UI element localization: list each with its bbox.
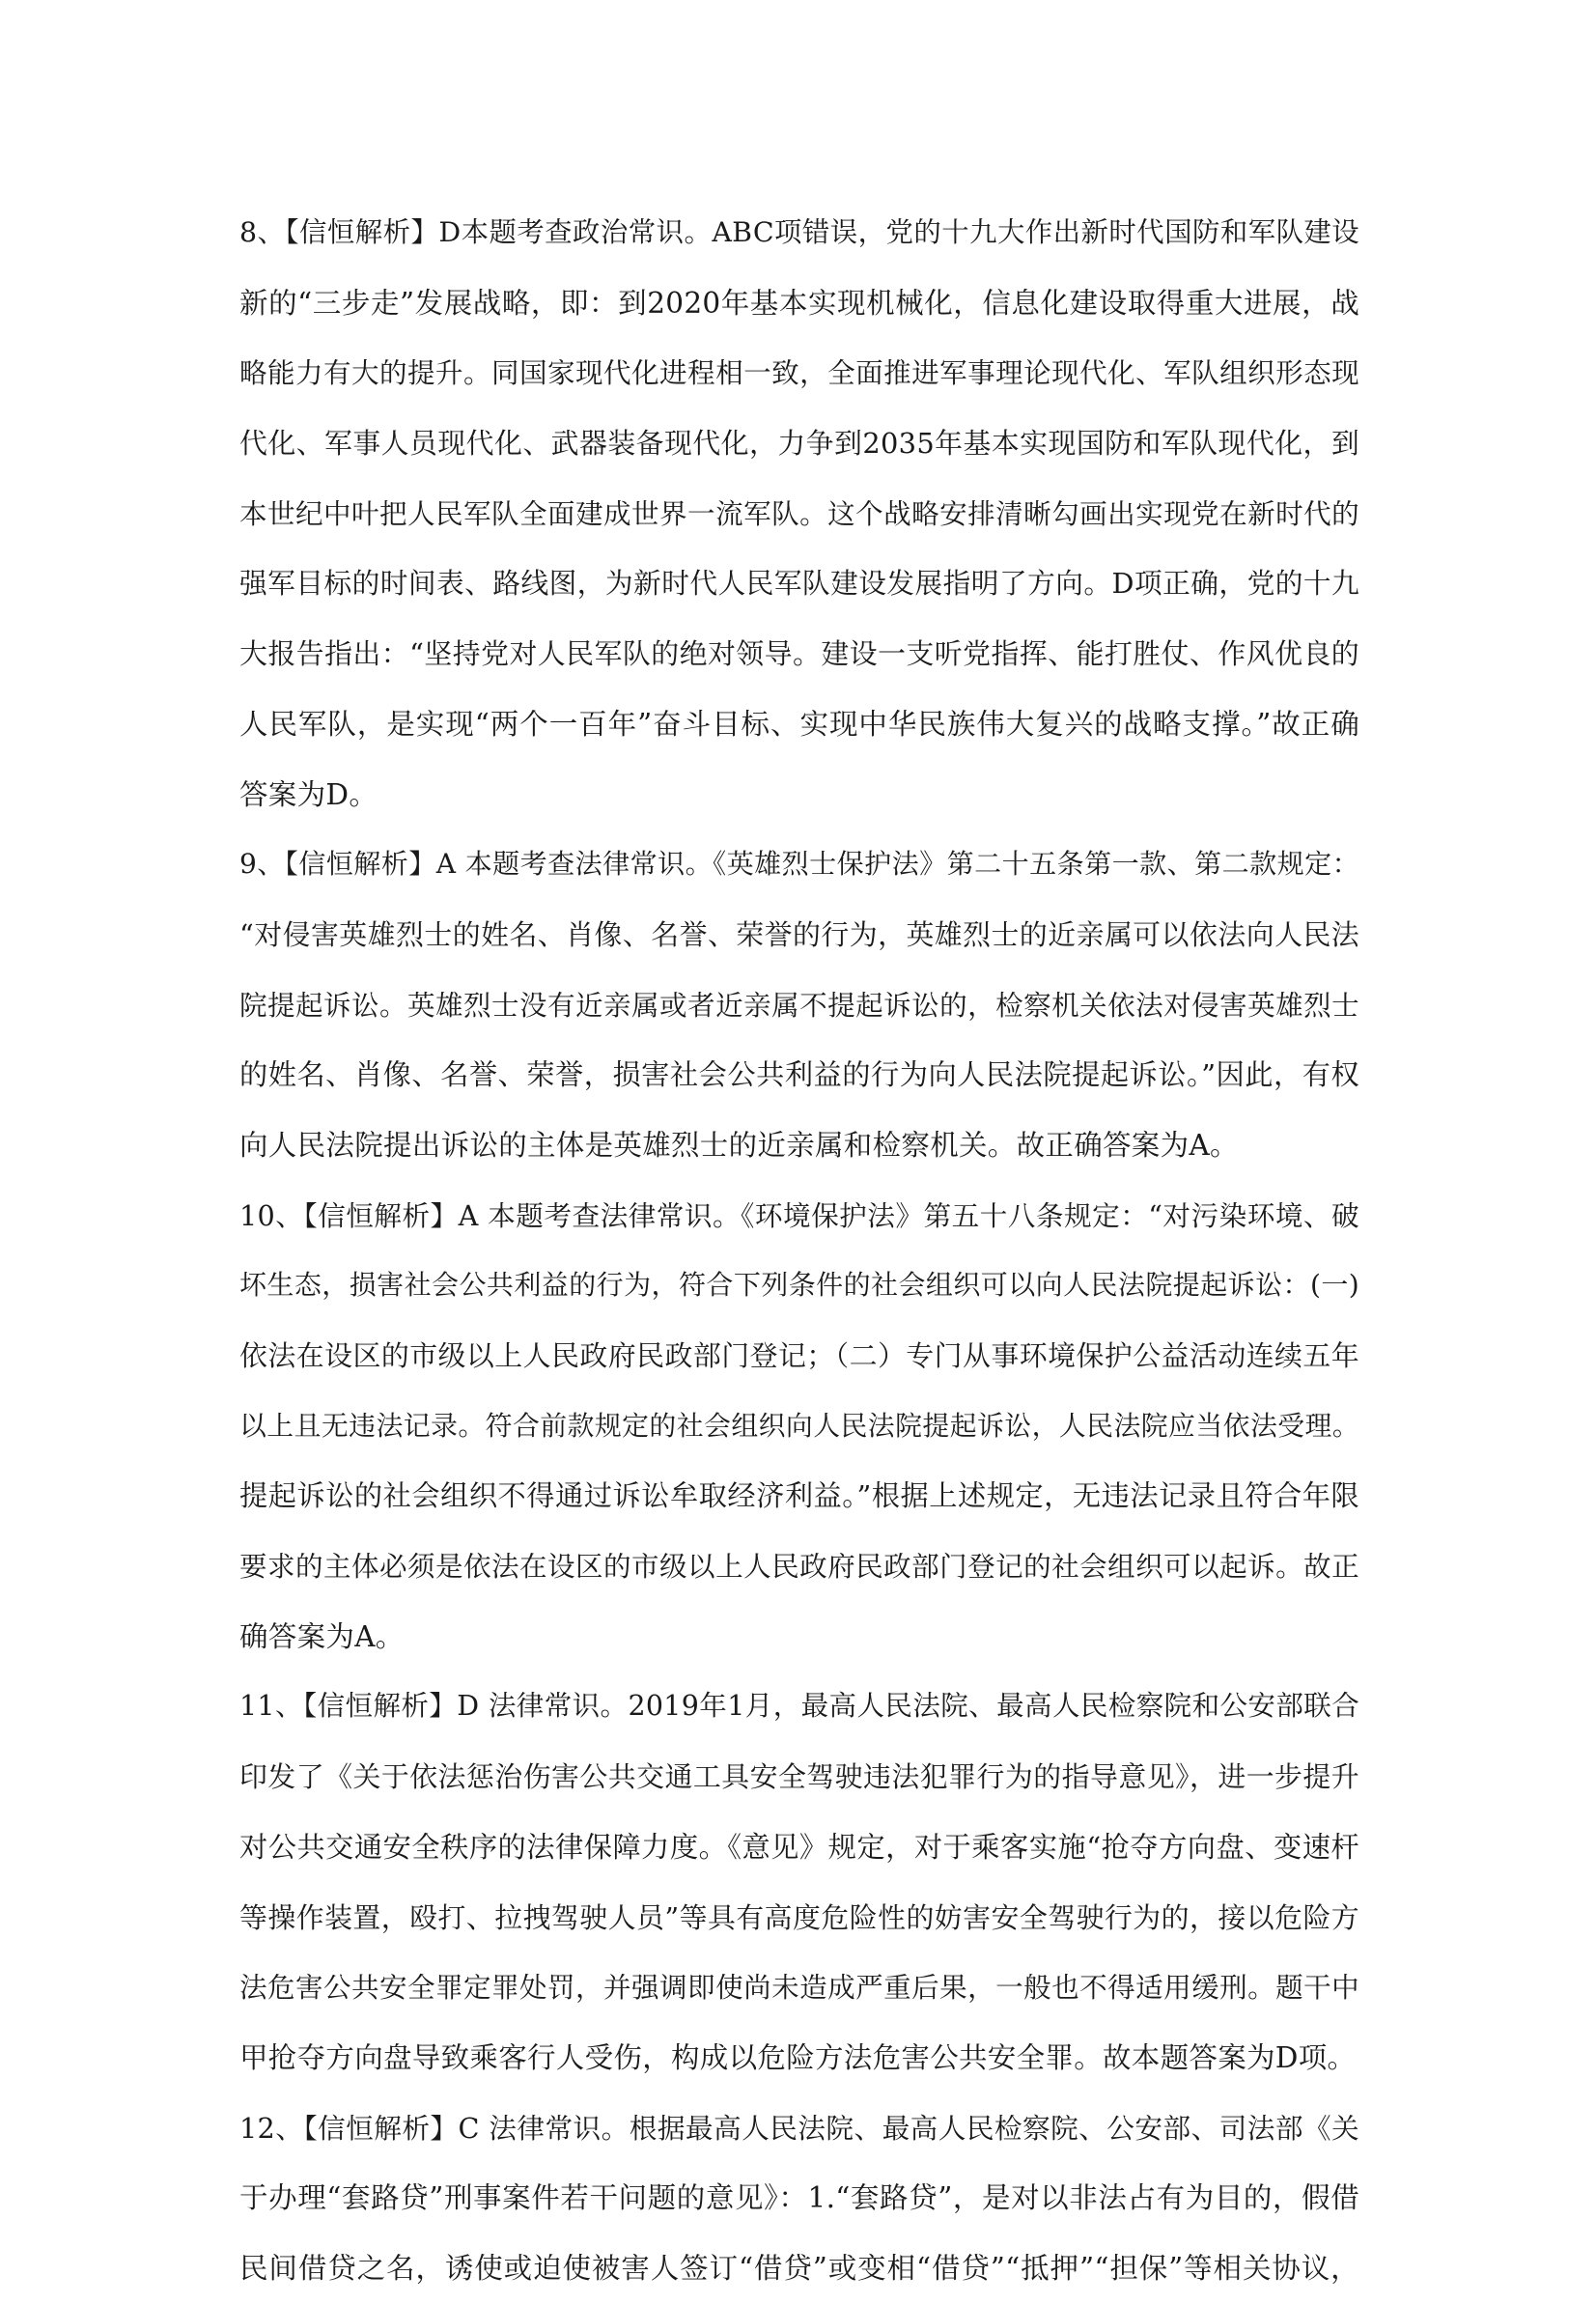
text-line: 12、【信恒解析】C 法律常识。根据最高人民法院、最高人民检察院、公安部、司法部《关 <box>239 2111 1359 2145</box>
text-line: 大报告指出：“坚持党对人民军队的绝对领导。建设一支听党指挥、能打胜仗、作风优良的 <box>239 637 1359 671</box>
text-line: 等操作装置，殴打、拉拽驾驶人员”等具有高度危险性的妨害安全驾驶行为的，接以危险方 <box>239 1900 1359 1934</box>
text-line: 以上且无违法记录。符合前款规定的社会组织向人民法院提起诉讼，人民法院应当依法受理。 <box>239 1409 1359 1442</box>
text-line: 法危害公共安全罪定罪处罚，并强调即使尚未造成严重后果，一般也不得适用缓刑。题干中 <box>239 1971 1359 2005</box>
text-line: 于办理“套路贷”刑事案件若干问题的意见》：1.“套路贷”，是对以非法占有为目的，假借 <box>239 2181 1359 2215</box>
text-line: 提起诉讼的社会组织不得通过诉讼牟取经济利益。”根据上述规定，无违法记录且符合年限 <box>239 1479 1359 1513</box>
text-line: 要求的主体必须是依法在设区的市级以上人民政府民政部门登记的社会组织可以起诉。故正 <box>239 1550 1359 1584</box>
text-line: 9、【信恒解析】A 本题考查法律常识。《英雄烈士保护法》第二十五条第一款、第二款规定： <box>239 848 1359 881</box>
text-line: 10、【信恒解析】A 本题考查法律常识。《环境保护法》第五十八条规定：“对污染环境、破 <box>239 1198 1359 1232</box>
text-line: 新的“三步走”发展战略，即：到2020年基本实现机械化，信息化建设取得重大进展，战 <box>239 286 1359 320</box>
text-line: 人民军队，是实现“两个一百年”奋斗目标、实现中华民族伟大复兴的战略支撑。”故正确 <box>239 707 1359 741</box>
text-line: 答案为D。 <box>239 777 378 811</box>
text-line: “对侵害英雄烈士的姓名、肖像、名誉、荣誉的行为，英雄烈士的近亲属可以依法向人民法 <box>239 917 1359 951</box>
text-line: 对公共交通安全秩序的法律保障力度。《意见》规定，对于乘客实施“抢夺方向盘、变速杆 <box>239 1830 1359 1864</box>
text-line: 本世纪中叶把人民军队全面建成世界一流军队。这个战略安排清晰勾画出实现党在新时代的 <box>239 496 1359 530</box>
text-line: 依法在设区的市级以上人民政府民政部门登记；（二）专门从事环境保护公益活动连续五年 <box>239 1339 1359 1372</box>
text-line: 坏生态，损害社会公共利益的行为，符合下列条件的社会组织可以向人民法院提起诉讼：(一) <box>239 1269 1359 1302</box>
document-body <box>239 198 1359 2304</box>
text-line: 民间借贷之名，诱使或迫使被害人签订“借贷”或变相“借贷”“抵押”“担保”等相关协议， <box>239 2251 1359 2285</box>
text-line: 向人民法院提出诉讼的主体是英雄烈士的近亲属和检察机关。故正确答案为A。 <box>239 1128 1239 1162</box>
text-line: 强军目标的时间表、路线图，为新时代人民军队建设发展指明了方向。D项正确，党的十九 <box>239 567 1359 601</box>
text-line: 甲抢夺方向盘导致乘客行人受伤，构成以危险方法危害公共安全罪。故本题答案为D项。 <box>239 2040 1357 2074</box>
text-line: 8、【信恒解析】D本题考查政治常识。ABC项错误，党的十九大作出新时代国防和军队建设 <box>239 216 1359 248</box>
text-line: 11、【信恒解析】D 法律常识。2019年1月，最高人民法院、最高人民检察院和公安部联合 <box>239 1690 1359 1723</box>
text-line: 印发了《关于依法惩治伤害公共交通工具安全驾驶违法犯罪行为的指导意见》，进一步提升 <box>239 1760 1359 1794</box>
text-line: 代化、军事人员现代化、武器装备现代化，力争到2035年基本实现国防和军队现代化，到 <box>239 427 1359 461</box>
text-line: 略能力有大的提升。同国家现代化进程相一致，全面推进军事理论现代化、军队组织形态现 <box>239 356 1359 390</box>
text-line: 确答案为A。 <box>239 1619 405 1653</box>
text-line: 院提起诉讼。英雄烈士没有近亲属或者近亲属不提起诉讼的，检察机关依法对侵害英雄烈士 <box>239 988 1359 1022</box>
text-line: 的姓名、肖像、名誉、荣誉，损害社会公共利益的行为向人民法院提起诉讼。”因此，有权 <box>239 1058 1359 1092</box>
